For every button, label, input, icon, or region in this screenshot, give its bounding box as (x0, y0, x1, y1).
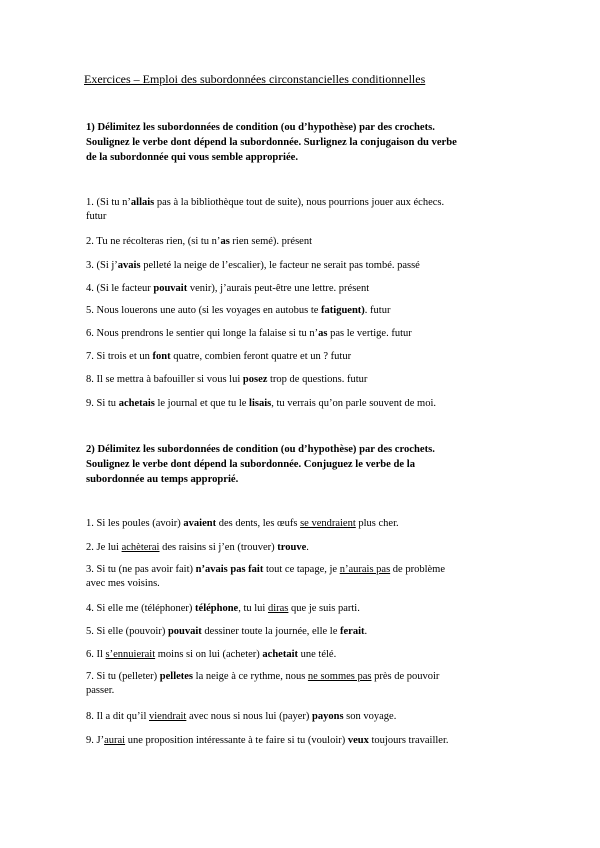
section1-instructions (86, 120, 526, 165)
exercise1-item-8: 8. Il se mettra à bafouiller si vous lui posez trop de questions. futur (86, 374, 368, 385)
exercise2-item-5: 5. Si elle (pouvoir) pouvait dessiner toute la journée, elle le ferait. (86, 626, 368, 637)
exercise1-item-3: 3. (Si j’avais pelleté la neige de l’escalier), le facteur ne serait pas tombé. passé (86, 260, 420, 271)
document-title: Exercices – Emploi des subordonnées circonstancielles conditionnelles (84, 72, 426, 86)
exercise2-item-3: 3. Si tu (ne pas avoir fait) n’avais pas fait tout ce tapage, je n’aurais pas de problème avec mes voisins. (86, 563, 526, 591)
exercise2-item-7: 7. Si tu (pelleter) pelletes la neige à ce rythme, nous ne sommes pas près de pouvoir passer. (86, 670, 526, 698)
exercise1-item-4: 4. (Si le facteur pouvait venir), j’aurais peut-être une lettre. présent (86, 283, 370, 294)
exercise1-item-1: 1. (Si tu n’allais pas à la bibliothèque tout de suite), nous pourrions jouer aux échecs. futur (86, 196, 526, 224)
exercise2-item-6: 6. Il s’ennuierait moins si on lui (acheter) achetait une télé. (86, 649, 337, 660)
exercise1-item-6: 6. Nous prendrons le sentier qui longe la falaise si tu n’as pas le vertige. futur (86, 328, 412, 339)
instruction-line: Soulignez le verbe dont dépend la subordonnée. Surlignez la conjugaison du verbe (86, 137, 457, 148)
exercise2-item-1: 1. Si les poules (avoir) avaient des dents, les œufs se vendraient plus cher. (86, 518, 399, 529)
instruction-line: de la subordonnée qui vous semble appropriée. (86, 152, 299, 163)
exercise1-item-5: 5. Nous louerons une auto (si les voyages en autobus te fatiguent). futur (86, 305, 391, 316)
exercise1-item-9: 9. Si tu achetais le journal et que tu le lisais, tu verrais qu’on parle souvent de moi. (86, 398, 436, 409)
instruction-line: subordonnée au temps approprié. (86, 474, 239, 485)
item-continuation: futur (86, 211, 107, 222)
exercise2-item-8: 8. Il a dit qu’il viendrait avec nous si nous lui (payer) payons son voyage. (86, 711, 397, 722)
instruction-line: 2) Délimitez les subordonnées de condition (ou d’hypothèse) par des crochets. (86, 444, 435, 455)
section2-instructions (86, 442, 526, 487)
exercise2-item-9: 9. J’aurai une proposition intéressante à te faire si tu (vouloir) veux toujours travailler. (86, 735, 449, 746)
item-continuation: passer. (86, 685, 115, 696)
instruction-line: 1) Délimitez les subordonnées de condition (ou d’hypothèse) par des crochets. (86, 122, 435, 133)
item-continuation: avec mes voisins. (86, 578, 160, 589)
exercise2-item-4: 4. Si elle me (téléphoner) téléphone, tu lui diras que je suis parti. (86, 603, 360, 614)
exercise2-item-2: 2. Je lui achèterai des raisins si j’en (trouver) trouve. (86, 542, 309, 553)
exercise1-item-7: 7. Si trois et un font quatre, combien feront quatre et un ? futur (86, 351, 352, 362)
instruction-line: Soulignez le verbe dont dépend la subordonnée. Conjuguez le verbe de la (86, 459, 416, 470)
exercise1-item-2: 2. Tu ne récolteras rien, (si tu n’as rien semé). présent (86, 236, 312, 247)
